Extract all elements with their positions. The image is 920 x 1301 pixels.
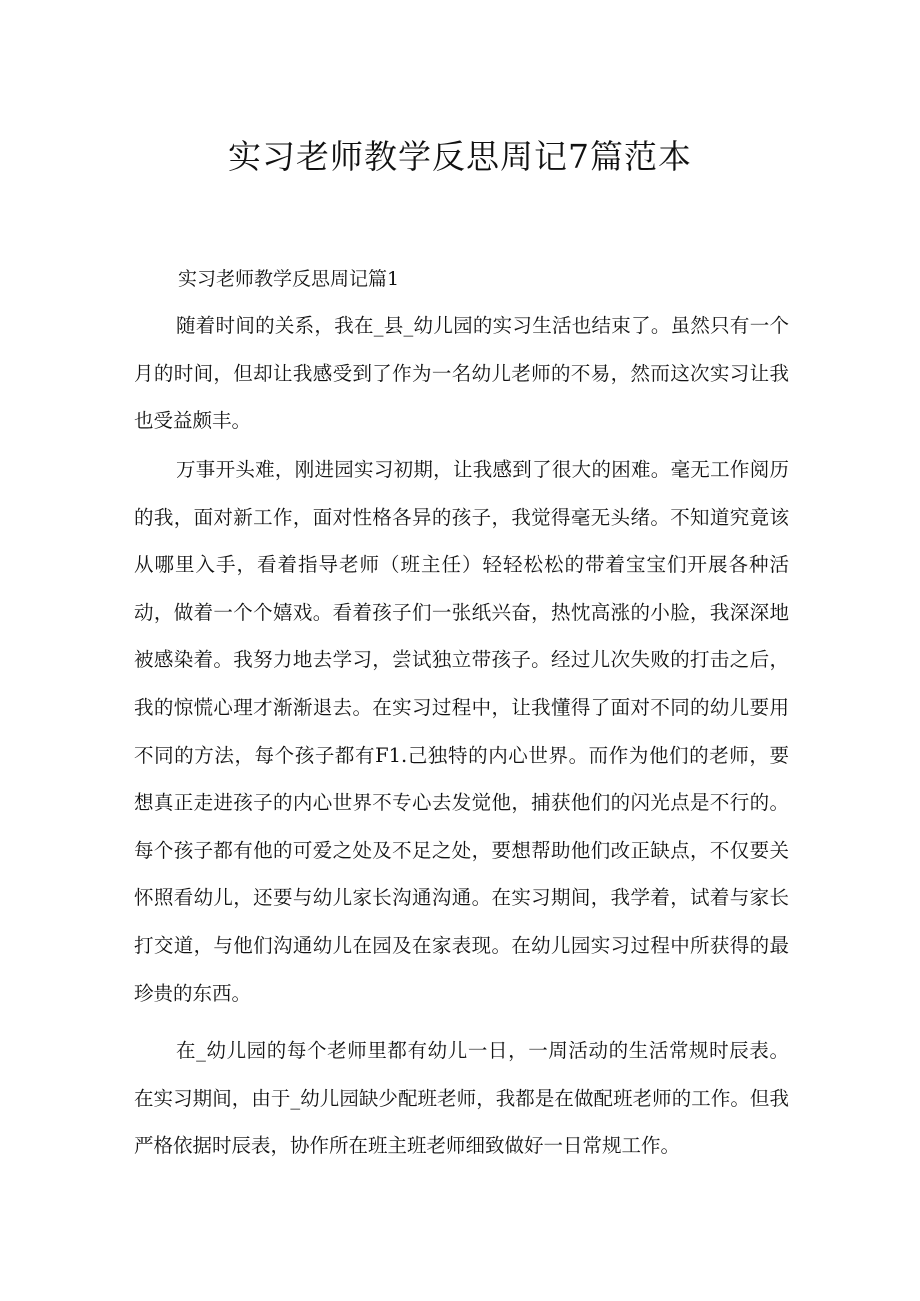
paragraph-1: 随着时间的关系，我在_县_幼儿园的实习生活也结束了。虽然只有一个月的时间，但却让我感受到了作为一名幼儿老师的不易，然而这次实习让我也受益颇丰。 — [134, 314, 789, 433]
paragraph-2: 万事开头难，刚进园实习初期，让我感到了很大的困难。毫无工作阅历的我，面对新工作，面对性格各异的孩子，我觉得毫无头绪。不知道究竟该从哪里入手，看着指导老师（班主任）轻轻松松的带着宝宝们开展各种活动，做着一个个嬉戏。看着孩子们一张纸兴奋，热忱高涨的小脸，我深深地被感染着。我努力地去学习，尝试独立带孩子。经过儿次失败的打击之后，我的惊慌心理才渐渐退去。在实习过程中，让我懂得了面对不同的幼儿要用不同的方法，每个孩子都有F1.己独特的内心世界。而作为他们的老师，要想真正走进孩子的内心世界不专心去发觉他，捕获他们的闪光点是不行的。每个孩子都有他的可爱之处及不足之处，要想帮助他们改正缺点，不仅要关怀照看幼儿，还要与幼儿家长沟通沟通。在实习期间，我学着，试着与家长打交道，与他们沟通幼儿在园及在家表现。在幼儿园实习过程中所获得的最珍贵的东西。 — [134, 458, 789, 1005]
paragraph-3: 在_幼儿园的每个老师里都有幼儿一日，一周活动的生活常规时辰表。在实习期间，由于_幼儿园缺少配班老师，我都是在做配班老师的工作。但我严格依据时辰表，协作所在班主班老师细致做好一日常规工作。 — [134, 1039, 789, 1158]
document-title: 实习老师教学反思周记7篇范本 — [228, 137, 692, 176]
section-heading: 实习老师教学反思周记篇1 — [178, 268, 400, 290]
